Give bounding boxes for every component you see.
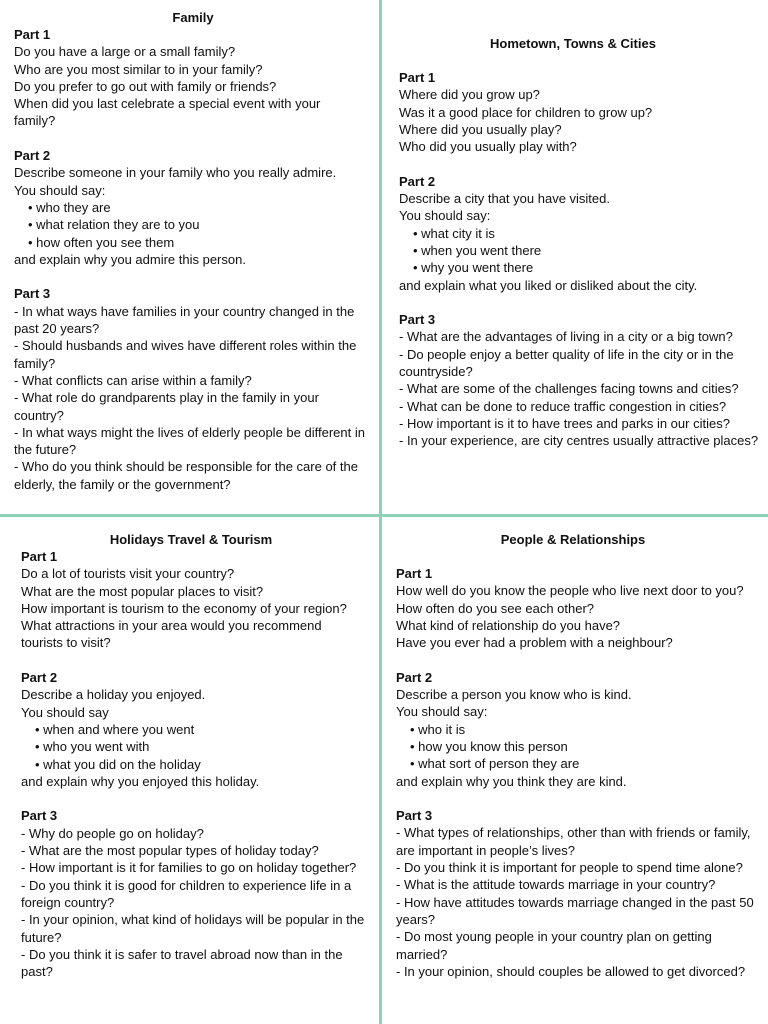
cue-bullet: • what you did on the holiday — [21, 756, 373, 773]
card-title: People & Relationships — [500, 532, 646, 547]
question-line: tourists to visit? — [21, 635, 111, 651]
question-line: What kind of relationship do you have? — [396, 617, 621, 633]
question-line: Have you ever had a problem with a neighbour? — [396, 635, 673, 651]
part-heading: Part 3 — [21, 808, 58, 824]
discussion-question: - In your opinion, what kind of holidays will be popular in the future? — [21, 912, 365, 945]
part-1 — [21, 548, 373, 652]
discussion-question: - Do people enjoy a better quality of life in the city or in the countryside? — [399, 346, 734, 380]
part-heading: Part 2 — [21, 670, 58, 686]
discussion-question: - In what ways might the lives of elderly people be different in the future? — [14, 424, 365, 458]
discussion-question: - Do you think it is good for children to experience life in a foreign country? — [21, 877, 352, 910]
question-line: How important is tourism to the economy of your region? — [21, 600, 347, 616]
part-3 — [399, 311, 759, 449]
discussion-question: - Why do people go on holiday? — [21, 825, 204, 841]
question-line: How well do you know the people who live next door to you? — [396, 583, 744, 599]
part-2 — [396, 669, 762, 790]
cue-closing: and explain why you think they are kind. — [396, 773, 627, 789]
part-2 — [14, 147, 372, 268]
cue-bullet: • what sort of person they are — [396, 755, 762, 772]
cue-closing: and explain what you liked or disliked about the city. — [399, 277, 698, 293]
part-3 — [14, 285, 372, 493]
discussion-question: - What are the advantages of living in a city or a big town? — [399, 329, 733, 345]
part-1 — [399, 69, 759, 155]
discussion-question: - In your experience, are city centres usually attractive places? — [399, 433, 759, 449]
card-body — [14, 26, 372, 493]
vertical-divider — [379, 0, 382, 1024]
question-line: Was it a good place for children to grow up? — [399, 104, 653, 120]
question-line: Who did you usually play with? — [399, 139, 577, 155]
cue-bullet: • what city it is — [399, 225, 759, 242]
part-1 — [396, 565, 762, 651]
discussion-question: - How have attitudes towards marriage changed in the past 50 years? — [396, 894, 754, 927]
card-body — [396, 565, 762, 980]
cue-prompt: Describe someone in your family who you really admire. — [14, 165, 337, 181]
cue-closing: and explain why you enjoyed this holiday. — [21, 773, 260, 789]
part-heading: Part 3 — [396, 808, 433, 824]
card-body — [399, 69, 759, 450]
cue-bullet: • when you went there — [399, 242, 759, 259]
part-heading: Part 1 — [21, 549, 58, 564]
cue-bullet: • when and where you went — [21, 721, 373, 738]
discussion-question: - What are the most popular types of holiday today? — [21, 843, 319, 859]
card-holidays — [21, 531, 373, 1019]
should-say: You should say — [21, 704, 109, 720]
part-heading: Part 1 — [396, 566, 433, 581]
part-heading: Part 2 — [399, 173, 436, 189]
card-family — [14, 9, 372, 509]
card-body — [21, 548, 373, 980]
part-heading: Part 3 — [14, 286, 51, 302]
part-3 — [396, 807, 762, 980]
question-line: Do you have a large or a small family? — [14, 44, 236, 60]
part-heading: Part 3 — [399, 312, 436, 328]
discussion-question: - In your opinion, should couples be allowed to get divorced? — [396, 963, 746, 979]
card-hometown — [399, 35, 759, 505]
question-line: Where did you grow up? — [399, 87, 540, 103]
question-line: family? — [14, 113, 56, 129]
horizontal-divider — [0, 514, 768, 517]
discussion-question: - What conflicts can arise within a family? — [14, 372, 252, 388]
discussion-question: - How important is it for families to go on holiday together? — [21, 860, 357, 876]
should-say: You should say: — [396, 704, 488, 720]
cue-bullet: • what relation they are to you — [14, 216, 372, 233]
part-2 — [399, 173, 759, 294]
cue-closing: and explain why you admire this person. — [14, 251, 246, 267]
part-3 — [21, 807, 373, 980]
discussion-question: - What is the attitude towards marriage in your country? — [396, 877, 716, 893]
discussion-question: - Should husbands and wives have different roles within the family? — [14, 338, 357, 371]
part-heading: Part 1 — [14, 27, 51, 42]
question-line: Where did you usually play? — [399, 121, 562, 137]
part-2 — [21, 669, 373, 790]
discussion-question: - What role do grandparents play in the family in your country? — [14, 390, 319, 423]
part-heading: Part 1 — [399, 70, 436, 85]
discussion-question: - Do you think it is important for people to spend time alone? — [396, 860, 743, 876]
should-say: You should say: — [399, 208, 491, 224]
question-line: What attractions in your area would you recommend — [21, 618, 322, 634]
card-title: Family — [172, 10, 214, 25]
part-1 — [14, 26, 372, 130]
cue-bullet: • who they are — [14, 199, 372, 216]
question-line: Do a lot of tourists visit your country? — [21, 566, 235, 582]
discussion-question: - In what ways have families in your country changed in the past 20 years? — [14, 303, 355, 337]
should-say: You should say: — [14, 182, 106, 198]
part-heading: Part 2 — [396, 669, 433, 685]
card-relationships — [396, 531, 762, 1019]
cue-bullet: • why you went there — [399, 259, 759, 276]
discussion-question: - What can be done to reduce traffic congestion in cities? — [399, 398, 727, 414]
cue-bullet: • who it is — [396, 721, 762, 738]
cue-prompt: Describe a holiday you enjoyed. — [21, 687, 206, 703]
cue-bullet: • who you went with — [21, 738, 373, 755]
question-line: Who are you most similar to in your family? — [14, 61, 263, 77]
discussion-question: - Do you think it is safer to travel abroad now than in the past? — [21, 946, 343, 980]
discussion-question: - What types of relationships, other than with friends or family, are important in people’s lives? — [396, 825, 751, 858]
discussion-question: - What are some of the challenges facing towns and cities? — [399, 381, 739, 397]
card-title: Hometown, Towns & Cities — [490, 36, 656, 51]
cue-bullet: • how often you see them — [14, 234, 372, 251]
cue-prompt: Describe a person you know who is kind. — [396, 687, 632, 703]
cue-bullet: • how you know this person — [396, 738, 762, 755]
card-title: Holidays Travel & Tourism — [109, 532, 273, 547]
question-line: What are the most popular places to visit? — [21, 583, 264, 599]
question-line: Do you prefer to go out with family or friends? — [14, 78, 277, 94]
question-line: When did you last celebrate a special event with your — [14, 96, 321, 112]
discussion-question: - Do most young people in your country plan on getting married? — [396, 929, 712, 962]
discussion-question: - Who do you think should be responsible for the care of the elderly, the family or the government? — [14, 459, 358, 492]
cue-prompt: Describe a city that you have visited. — [399, 191, 610, 207]
discussion-question: - How important is it to have trees and parks in our cities? — [399, 415, 730, 431]
question-line: How often do you see each other? — [396, 600, 595, 616]
part-heading: Part 2 — [14, 148, 51, 164]
